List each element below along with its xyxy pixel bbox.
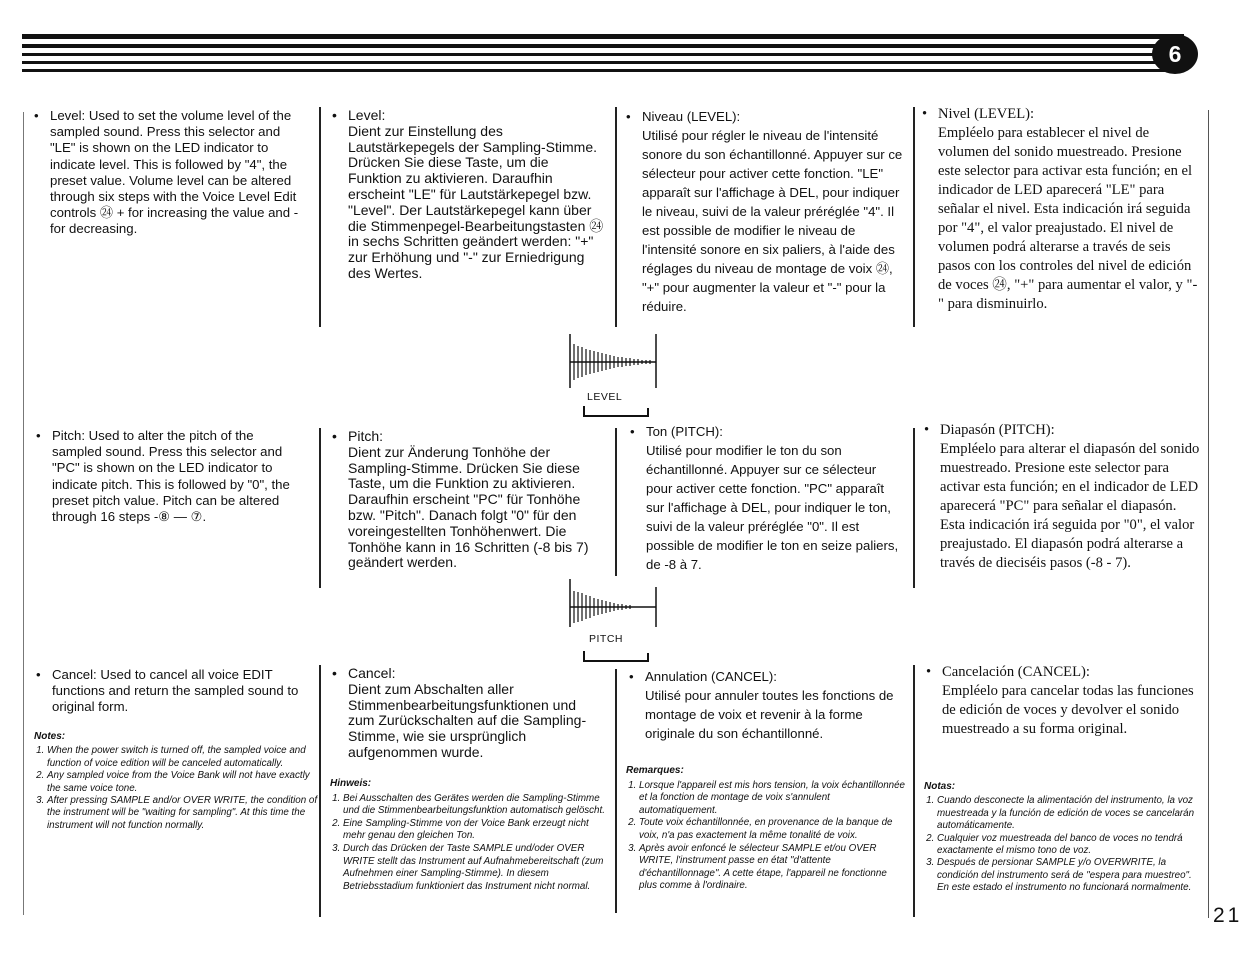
cancel-es: • Cancelación (CANCEL): Empléelo para cancelar todas las funciones de edición de voces y devolver el sonido muestreado a su forma original. xyxy=(926,664,1194,737)
pitch-de: • Pitch: Dient zur Änderung Tonhöhe der Sampling-Stimme. Drücken Sie diese Taste, um die Funktion zu aktivieren. Daraufhin erscheint "PC" für Tonhöhe bzw. "Pitch". Danach folgt "0" für den voreingestellten Tonhöhenwert. Die Tonhöhe kann in 16 Schritten (-8 bis 7) geändert werden. xyxy=(332,428,589,571)
chapter-badge: 6 xyxy=(1152,34,1198,74)
column-rule xyxy=(319,665,321,917)
pitch-en: • Pitch: Used to alter the pitch of the sampled sound. Press this selector and "PC" is shown on the LED indicator to indicate pitch. This is followed by "0", the preset pitch value. Pitch can be altered through 16 steps -⑧ — ⑦. xyxy=(36,428,290,525)
level-figure-label: LEVEL xyxy=(587,391,623,403)
level-en: • Level: Used to set the volume level of the sampled sound. Press this selector and "LE" is shown on the LED indicator to indicate level. This is followed by "4", the preset value. Volume level can be altered through six steps with the Voice Level Edit controls ㉔ + for increasing the value and - for decreasing. xyxy=(34,108,299,237)
column-rule xyxy=(615,107,617,327)
column-rule xyxy=(913,107,915,327)
cancel-en: • Cancel: Used to cancel all voice EDIT functions and return the sampled sound to original form. xyxy=(36,667,299,715)
level-indicator-figure xyxy=(560,332,670,422)
pitch-fr: • Ton (PITCH): Utilisé pour modifier le ton du son échantillonné. Appuyer sur ce sélecteur pour activer cette fonction. "PC" apparaît sur l'affichage à DEL, pour indiquer le ton, suivi de la valeur préréglée "0". Il est possible de modifier le ton en seize paliers, de -8 à 7. xyxy=(630,424,899,572)
level-de: • Level: Dient zur Einstellung des Lautstärkepegels der Sampling-Stimme. Drücken Sie diese Taste, um die Funktion zu aktivieren. Daraufhin erscheint "LE" für Lautstärkepegel bzw. "Level". Der Lautstärkepegel kann über die Stimmenpegel-Bearbeitungstasten ㉔ in sechs Schritten geändert werden: "+" zur Erhöhung und "-" zur Erniedrigung des Wertes. xyxy=(332,107,604,281)
page-number: 21 xyxy=(1213,904,1243,927)
cancel-fr: • Annulation (CANCEL): Utilisé pour annuler toutes les fonctions de montage de voix et revenir à la forme originale du son échantillonné. xyxy=(629,669,894,741)
column-rule xyxy=(319,107,321,327)
column-rule xyxy=(23,112,24,915)
column-rule xyxy=(615,428,617,576)
notes-en: Notes: 1. When the power switch is turned off, the sampled voice and function of voice edition will be canceled automatically. 2. Any sampled voice from the Voice Bank will not have exactly the same voice tone. 3. After pressing SAMPLE and/or OVER WRITE, the condition of the instrument will be "waiting for sampling". At this time the instrument will not function normally. xyxy=(34,731,318,832)
notes-fr: Remarques: 1. Lorsque l'appareil est mis hors tension, la voix échantillonnée et la fonction de montage de voix s'annulent automatiquement. 2. Toute voix échantillonnée, en provenance de la banque de voix, n'a pas exactement la même tonalité de voix. 3. Après avoir enfoncé le sélecteur SAMPLE et/ou OVER WRITE, l'instrument passe en état "d'attente d'échantillonnage". A cette étape, l'appareil ne fonctionne plus comme à l'ordinaire. xyxy=(626,765,906,893)
notes-es: Notas: 1. Cuando desconecte la alimentación del instrumento, la voz muestreada y la función de edición de voces se cancelarán automáticamente. 2. Cualquier voz muestreada del banco de voces no tendrá exactamente el mismo tono de voz. 3. Después de persionar SAMPLE y/o OVERWRITE, la condición del instrumento será de "espera para muestreo". En este estado el instrumento no funcionará normalmente. xyxy=(924,781,1196,895)
column-rule xyxy=(1208,110,1209,918)
column-rule xyxy=(913,665,915,917)
column-rule xyxy=(319,428,321,588)
pitch-indicator-figure xyxy=(560,577,670,667)
column-rule xyxy=(913,428,915,588)
header-banner xyxy=(22,34,1184,74)
column-rule xyxy=(615,669,617,913)
level-fr: • Niveau (LEVEL): Utilisé pour régler le niveau de l'intensité sonore du son échantillonné. Appuyer sur ce sélecteur pour activer cette fonction. "LE" apparaît sur l'affichage à DEL, pour indiquer le niveau, suivi de la valeur préréglée "4". Il est possible de modifier le niveau de l'intensité sonore en six paliers, à l'aide des réglages du niveau de montage de voix ㉔, "+" pour augmenter la valeur et "-" pour la réduire. xyxy=(626,109,903,314)
cancel-de: • Cancel: Dient zum Abschalten aller Stimmenbearbeitungsfunktionen und zum Zurückschalten auf die Sampling-Stimme, wie sie ursprünglich aufgenommen wurde. xyxy=(332,665,587,760)
level-es: • Nivel (LEVEL): Empléelo para establecer el nivel de volumen del sonido muestreado. Presione este selector para activar esta función; en el indicador de LED aparecerá "LE" para señalar el nivel. Esta indicación irá seguida por "4", el valor preajustado. El nivel de volumen podrá alterarse a través de seis pasos con los controles del nivel de edición de voces ㉔, "+" para aumentar el valor, y "-" para disminuirlo. xyxy=(922,106,1198,312)
pitch-es: • Diapasón (PITCH): Empléelo para alterar el diapasón del sonido muestreado. Presione este selector para activar esta función; en el indicador de LED aparecerá "PC" para señalar el diapasón. Esta indicación irá seguida por "0", el valor preajustado. El diapasón podrá alterarse a través de dieciséis pasos (-8 - 7). xyxy=(924,422,1200,571)
pitch-figure-label: PITCH xyxy=(589,633,623,645)
notes-de: Hinweis: 1. Bei Ausschalten des Gerätes werden die Sampling-Stimme und die Stimmenbearbeitungsfunktion automatisch gelöscht. 2. Eine Sampling-Stimme von der Voice Bank erzeugt nicht mehr genau den gleichen Ton. 3. Durch das Drücken der Taste SAMPLE und/oder OVER WRITE stellt das Instrument auf Aufnahmebereitschaft (zum Aufnehmen einer Sampling-Stimme). In diesem Betriebsstadium funktioniert das Instrument nicht normal. xyxy=(330,778,606,893)
